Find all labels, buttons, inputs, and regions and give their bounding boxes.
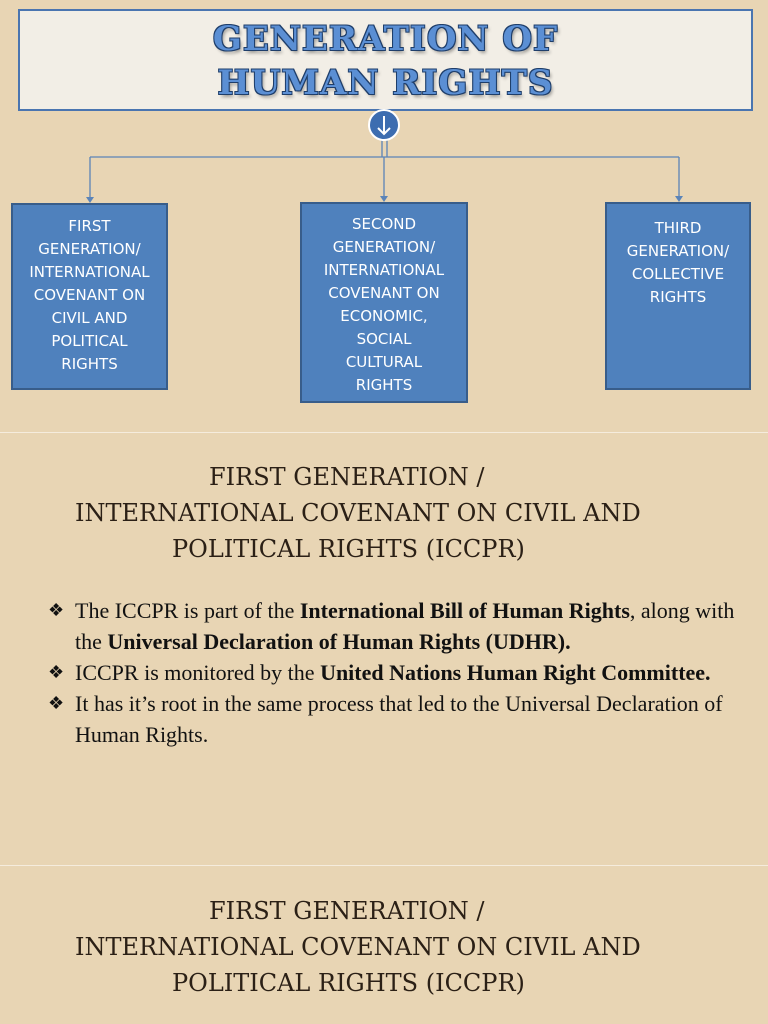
slide-iccpr-heading	[0, 866, 768, 1024]
title-line-1: GENERATION OF	[212, 19, 559, 59]
slide-iccpr-details	[0, 433, 768, 865]
title-line-2: HUMAN RIGHTS	[217, 63, 554, 103]
second-generation-box	[300, 202, 468, 403]
down-arrow-icon	[369, 110, 399, 140]
bullet-list	[48, 595, 748, 750]
bullet-item: ❖ ICCPR is monitored by the United Nations Human Right Committee.	[48, 657, 748, 688]
slide-generation-overview	[0, 0, 768, 432]
heading-line-2: INTERNATIONAL COVENANT ON CIVIL AND	[75, 499, 641, 527]
bullet-marker-icon: ❖	[48, 600, 65, 620]
heading-line-1: FIRST GENERATION /	[209, 897, 485, 925]
bullet-marker-icon: ❖	[48, 662, 65, 682]
third-generation-label: THIRD GENERATION/ COLLECTIVE RIGHTS	[626, 219, 730, 306]
heading-line-1: FIRST GENERATION /	[209, 463, 485, 491]
first-generation-label: FIRST GENERATION/ INTERNATIONAL COVENANT ON CIVIL AND POLITICAL RIGHTS	[29, 217, 150, 373]
second-generation-label: SECOND GENERATION/ INTERNATIONAL COVENANT ON ECONOMIC, SOCIAL CULTURAL RIGHTS	[323, 215, 445, 394]
third-generation-box	[605, 202, 751, 390]
bullet-item: ❖ The ICCPR is part of the International Bill of Human Rights, along with the Universal Declaration of Human Rights (UDHR).	[48, 595, 748, 657]
first-generation-box	[11, 203, 168, 390]
heading-line-3: POLITICAL RIGHTS (ICCPR)	[172, 535, 525, 563]
heading-line-2: INTERNATIONAL COVENANT ON CIVIL AND	[75, 933, 641, 961]
bullet-item: ❖ It has it’s root in the same process that led to the Universal Declaration of Human Rights.	[48, 688, 748, 750]
bullet-marker-icon: ❖	[48, 693, 65, 713]
heading-line-3: POLITICAL RIGHTS (ICCPR)	[172, 969, 525, 997]
